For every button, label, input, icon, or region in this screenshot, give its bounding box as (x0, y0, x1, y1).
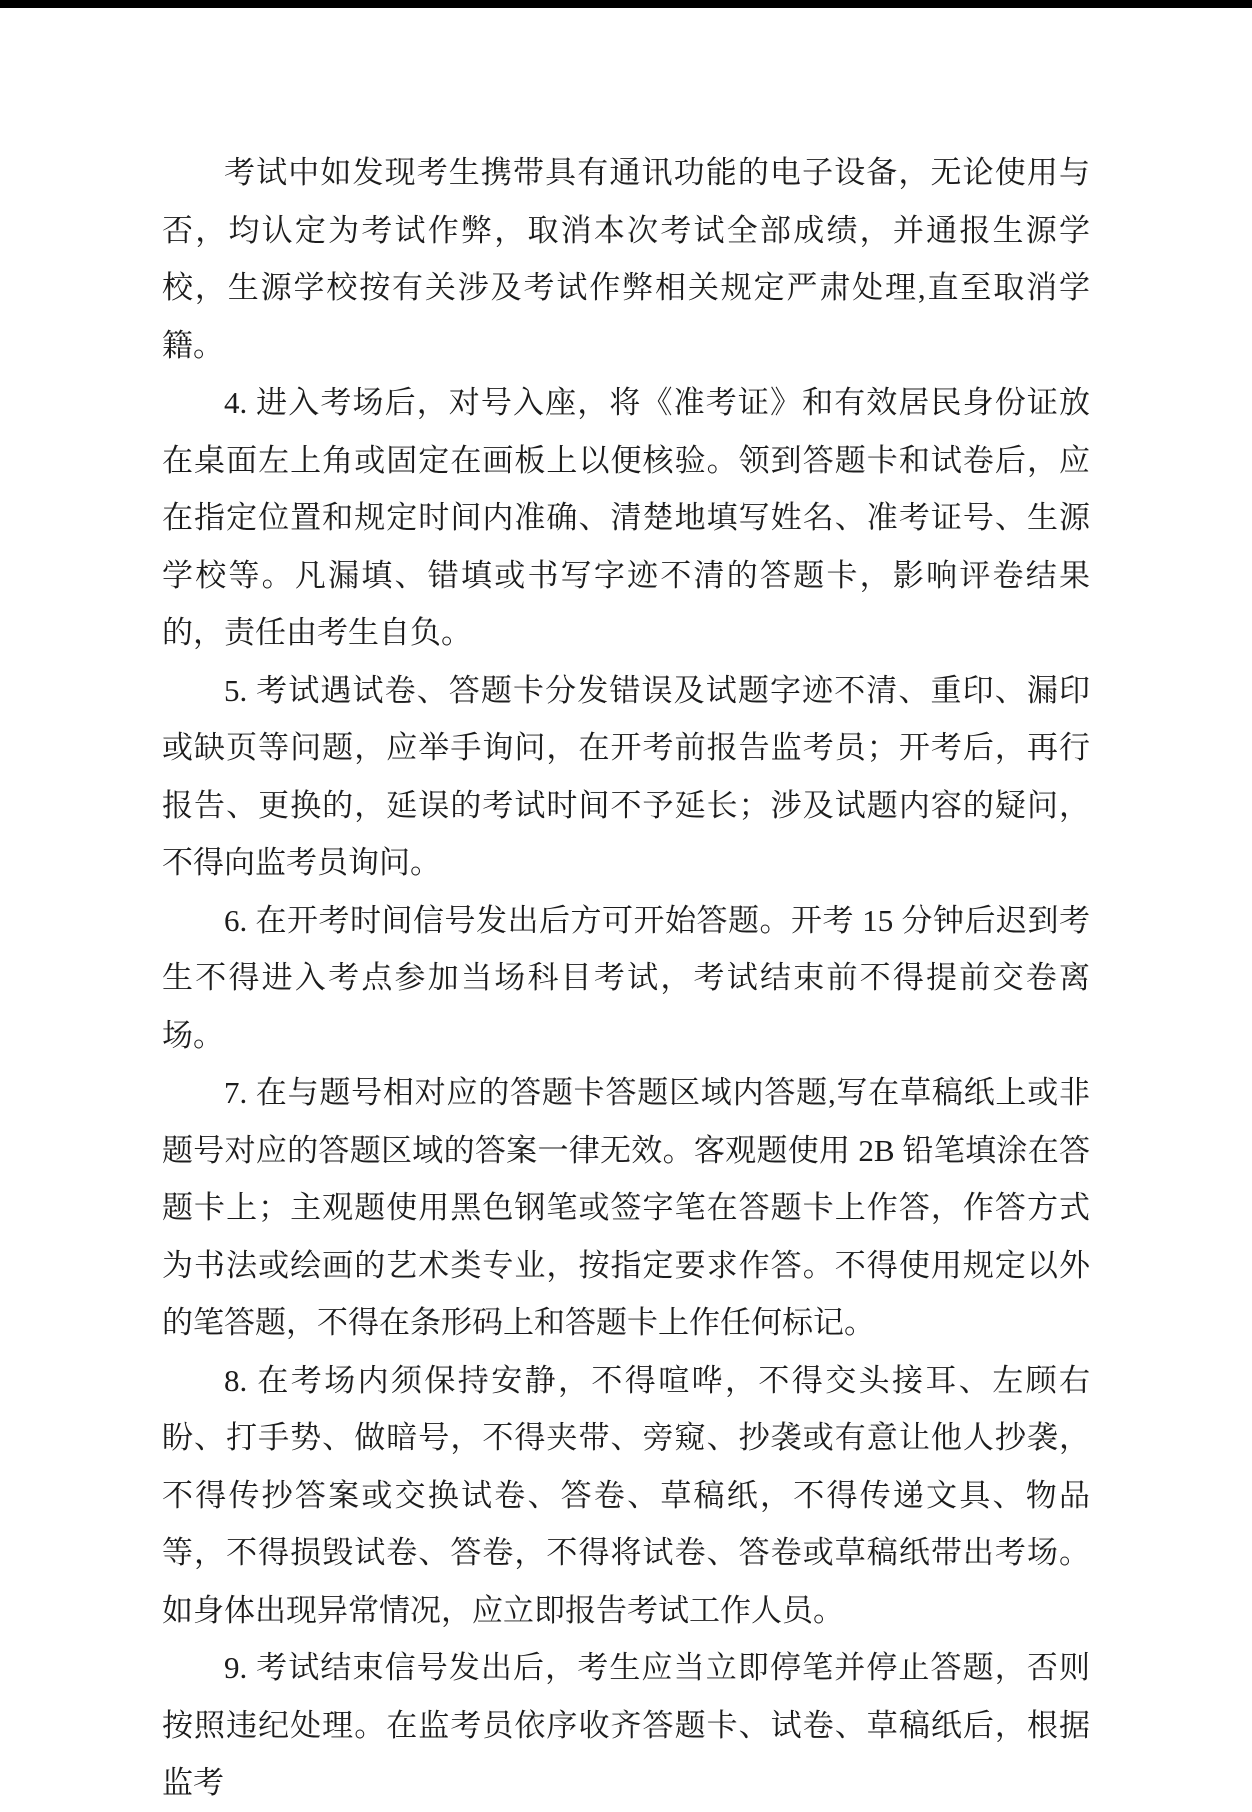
paragraph: 考试中如发现考生携带具有通讯功能的电子设备，无论使用与否，均认定为考试作弊，取消本次考试全部成绩，并通报生源学校，生源学校按有关涉及考试作弊相关规定严肃处理,直至取消学籍。 (162, 155, 1090, 363)
document-body (162, 8, 1090, 1812)
window-top-bar (0, 0, 1252, 8)
paragraph: 9. 考试结束信号发出后，考生应当立即停笔并停止答题，否则按照违纪处理。在监考员依序收齐答题卡、试卷、草稿纸后，根据监考 (162, 1650, 1090, 1800)
paragraph: 6. 在开考时间信号发出后方可开始答题。开考 15 分钟后迟到考生不得进入考点参加当场科目考试，考试结束前不得提前交卷离场。 (162, 902, 1090, 1053)
paragraph: 8. 在考场内须保持安静，不得喧哗，不得交头接耳、左顾右盼、打手势、做暗号，不得夹带、旁窥、抄袭或有意让他人抄袭，不得传抄答案或交换试卷、答卷、草稿纸，不得传递文具、物品等，不得损毁试卷、答卷，不得将试卷、答卷或草稿纸带出考场。如身体出现异常情况，应立即报告考试工作人员。 (162, 1362, 1090, 1628)
document-page (0, 8, 1252, 1800)
paragraph: 5. 考试遇试卷、答题卡分发错误及试题字迹不清、重印、漏印或缺页等问题，应举手询问，在开考前报告监考员；开考后，再行报告、更换的，延误的考试时间不予延长；涉及试题内容的疑问，不得向监考员询问。 (162, 672, 1090, 880)
paragraph: 4. 进入考场后，对号入座，将《准考证》和有效居民身份证放在桌面左上角或固定在画板上以便核验。领到答题卡和试卷后，应在指定位置和规定时间内准确、清楚地填写姓名、准考证号、生源学校等。凡漏填、错填或书写字迹不清的答题卡，影响评卷结果的，责任由考生自负。 (162, 385, 1090, 650)
paragraph: 7. 在与题号相对应的答题卡答题区域内答题,写在草稿纸上或非题号对应的答题区域的答案一律无效。客观题使用 2B 铅笔填涂在答题卡上；主观题使用黑色钢笔或签字笔在答题卡上作答，作答方式为书法或绘画的艺术类专业，按指定要求作答。不得使用规定以外的笔答题，不得在条形码上和答题卡上作任何标记。 (162, 1075, 1090, 1340)
